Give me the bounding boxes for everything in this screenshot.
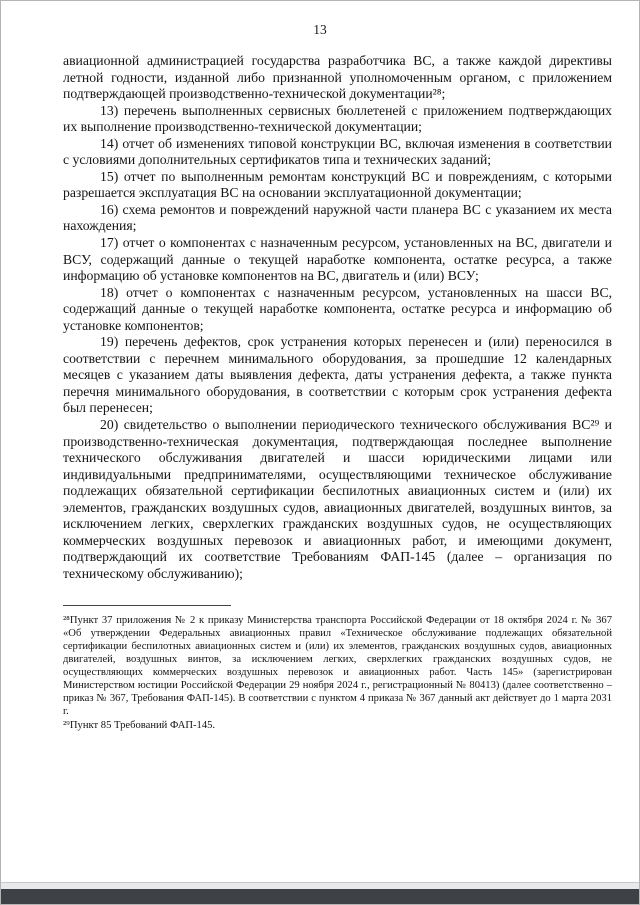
footnote-separator (63, 605, 231, 606)
paragraph-item-13: 13) перечень выполненных сервисных бюллетеней с приложением подтверждающих их выполнение производственно-технической документации; (63, 102, 612, 135)
document-body (63, 53, 612, 583)
paragraph-item-20: 20) свидетельство о выполнении периодического технического обслуживания ВС²⁹ и производственно-техническая документация, подтверждающая последнее выполнение технического обслуживания двигателей и шасси юридическими лицами или индивидуальными предпринимателями, осуществляющими техническое обслуживание подлежащих обязательной сертификации беспилотных авиационных систем и (или) их элементов, гражданских воздушных судов, авиационных двигателей, воздушных винтов, за исключением легких, сверхлегких гражданских воздушных судов, не осуществляющих коммерческих воздушных перевозок и авиационных работ, и имеющими документ, подтверждающий их соответствие Требованиям ФАП-145 (далее – организация по техническому обслуживанию); (63, 417, 612, 581)
paragraph-item-18: 18) отчет о компонентах с назначенным ресурсом, установленных на шасси ВС, содержащий данные о текущей наработке компонента, остатке ресурса и информацию об установке компонентов; (63, 284, 612, 333)
paragraph-item-16: 16) схема ремонтов и повреждений наружной части планера ВС с указанием их места нахождения; (63, 201, 612, 234)
paragraph-item-17: 17) отчет о компонентах с назначенным ресурсом, установленных на ВС, двигатели и ВСУ, содержащий данные о текущей наработке компонента, остатке ресурса, а также информацию об установке компонентов на ВС, двигатель и (или) ВСУ; (63, 235, 612, 284)
footnote-28: ²⁸Пункт 37 приложения № 2 к приказу Министерства транспорта Российской Федерации от 18 октября 2024 г. № 367 «Об утверждении Федеральных авиационных правил «Техническое обслуживание подлежащих обязательной сертификации беспилотных авиационных систем и (или) их элементов, гражданских воздушных судов, авиационных двигателей, воздушных винтов, за исключением легких, сверхлегких гражданских воздушных судов, не осуществляющих коммерческих воздушных перевозок и авиационных работ. Часть 145» (зарегистрирован Министерством юстиции Российской Федерации 29 ноября 2024 г., регистрационный № 80413) (далее соответственно – приказ № 367, Требования ФАП-145). В соответствии с пунктом 4 приказа № 367 данный акт действует до 1 марта 2031 г. (63, 614, 612, 717)
paragraph-item-15: 15) отчет по выполненным ремонтам конструкций ВС и повреждениям, с которыми разрешается эксплуатация ВС на основании эксплуатационной документации; (63, 168, 612, 201)
footnotes-section (63, 605, 612, 732)
window-bottom-bar (1, 889, 639, 904)
page-number: 13 (313, 22, 327, 37)
page-bottom-edge (1, 882, 639, 889)
footnote-29: ²⁹Пункт 85 Требований ФАП-145. (63, 719, 216, 731)
paragraph-continuation: авиационной администрацией государства разработчика ВС, а также каждой директивы летной годности, изданной либо признанной уполномоченным органом, с приложением подтверждающей производственно-технической документации²⁸; (63, 53, 612, 102)
paragraph-item-14: 14) отчет об изменениях типовой конструкции ВС, включая изменения в соответствии с условиями дополнительных сертификатов типа и технических заданий; (63, 135, 612, 168)
paragraph-item-19: 19) перечень дефектов, срок устранения которых перенесен и (или) переносился в соответствии с перечнем минимального оборудования, за прошедшие 12 календарных месяцев с указанием даты выявления дефекта, даты устранения дефекта, а также пункта перечня минимального оборудования, в соответствии с которым срок устранения дефекта был перенесен; (63, 334, 612, 416)
